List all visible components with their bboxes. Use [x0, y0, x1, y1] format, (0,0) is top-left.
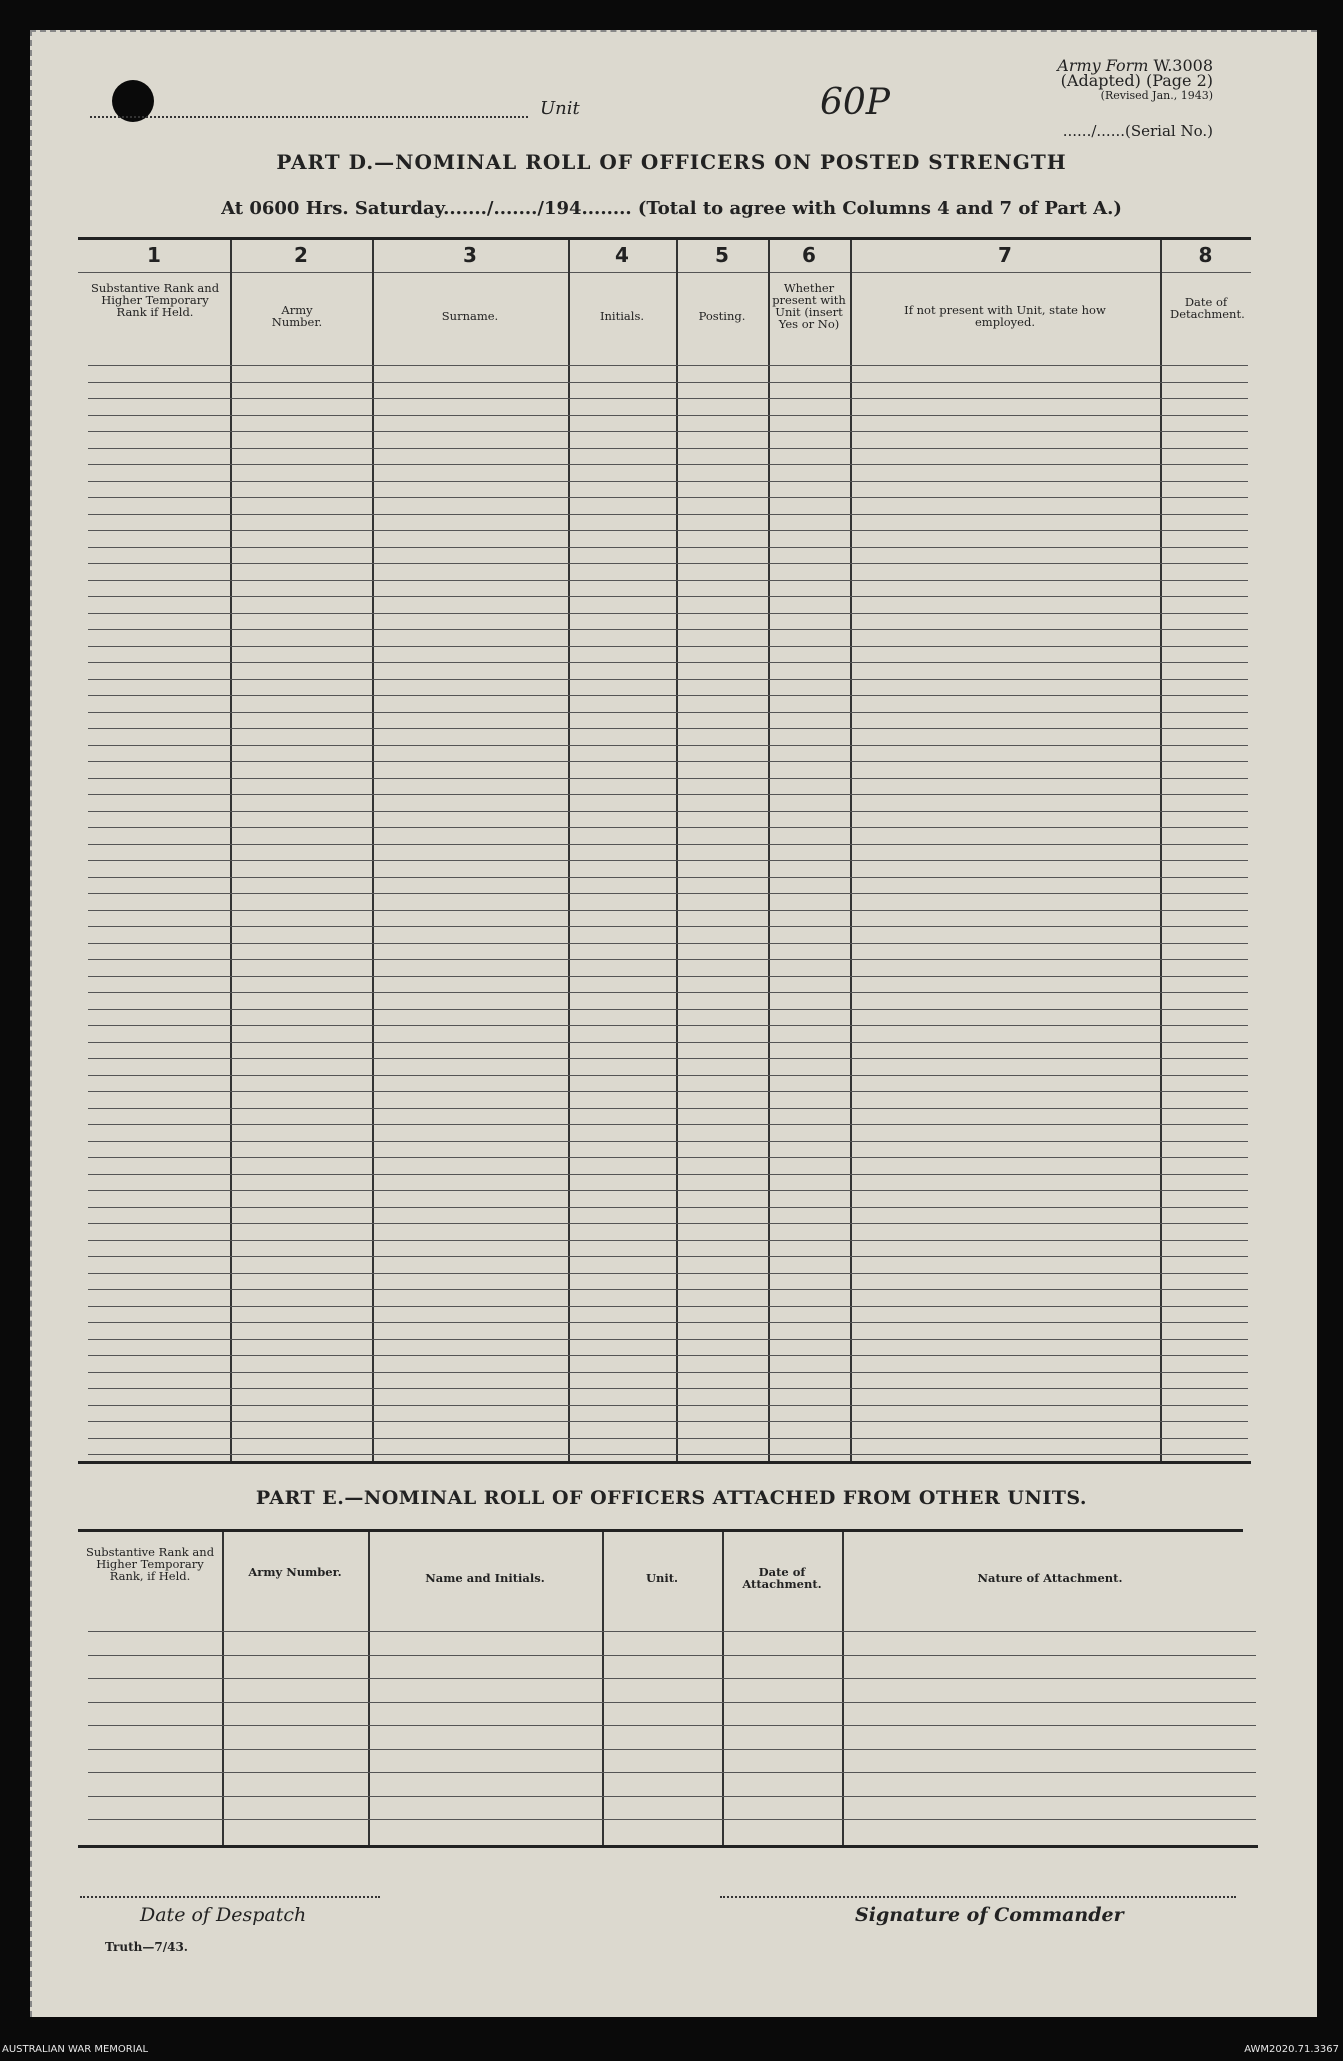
- col-2-header: Army Number.: [271, 303, 323, 329]
- part-d-row-line: [88, 1289, 1248, 1290]
- credit-right: AWM2020.71.3367: [1244, 2044, 1339, 2055]
- part-d-row-line: [88, 712, 1248, 713]
- part-d-row-line: [88, 695, 1248, 696]
- col-5-number: 5: [715, 243, 729, 267]
- part-d-column-divider: [676, 240, 678, 1461]
- part-d-column-divider: [372, 240, 374, 1461]
- part-d-row-line: [88, 1372, 1248, 1373]
- part-e-column-divider: [222, 1532, 224, 1845]
- part-d-column-divider: [768, 240, 770, 1461]
- form-number: W.3008: [1153, 56, 1213, 75]
- part-d-row-line: [88, 943, 1248, 944]
- part-d-row-line: [88, 662, 1248, 663]
- col-1-number: 1: [147, 243, 161, 267]
- part-e-row-line: [88, 1749, 1256, 1750]
- part-d-row-line: [88, 1240, 1248, 1241]
- part-d-row-line: [88, 827, 1248, 828]
- part-d-row-line: [88, 1256, 1248, 1257]
- date-of-despatch-label: Date of Despatch: [140, 1904, 307, 1926]
- part-d-row-line: [88, 1405, 1248, 1406]
- form-name: Army Form: [1057, 56, 1149, 75]
- part-d-row-line: [88, 976, 1248, 977]
- part-d-row-line: [88, 728, 1248, 729]
- form-revised: (Revised Jan., 1943): [1100, 89, 1213, 102]
- part-d-row-line: [88, 1174, 1248, 1175]
- part-d-row-line: [88, 860, 1248, 861]
- part-d-row-line: [88, 481, 1248, 482]
- col-2-number: 2: [294, 243, 308, 267]
- part-d-row-line: [88, 811, 1248, 812]
- serial-number: ....../......(Serial No.): [1062, 122, 1213, 140]
- part-d-subtitle: At 0600 Hrs. Saturday......./......./194........ (Total to agree with Columns 4 and 7 of Part A.): [221, 198, 1122, 219]
- part-d-column-divider: [1160, 240, 1162, 1461]
- printer-mark: Truth—7/43.: [105, 1940, 188, 1954]
- part-e-title: PART E.—NOMINAL ROLL OF OFFICERS ATTACHED FROM OTHER UNITS.: [255, 1487, 1088, 1509]
- part-e-column-divider: [602, 1532, 604, 1845]
- part-d-row-line: [88, 1388, 1248, 1389]
- part-d-row-line: [88, 1141, 1248, 1142]
- part-d-row-line: [88, 1025, 1248, 1026]
- part-d-row-line: [88, 1091, 1248, 1092]
- part-d-row-line: [88, 992, 1248, 993]
- part-e-row-line: [88, 1631, 1256, 1632]
- part-d-row-line: [88, 547, 1248, 548]
- part-d-row-line: [88, 580, 1248, 581]
- col-7-number: 7: [998, 243, 1012, 267]
- part-d-row-line: [88, 910, 1248, 911]
- part-d-row-line: [88, 1454, 1248, 1455]
- part-e-col-4-header: Unit.: [645, 1571, 679, 1585]
- part-d-row-line: [88, 844, 1248, 845]
- part-d-row-line: [88, 530, 1248, 531]
- part-d-row-line: [88, 1157, 1248, 1158]
- part-d-row-line: [88, 1421, 1248, 1422]
- form-identifier: [1057, 58, 1213, 103]
- col-8-header: Date of Detachment.: [1170, 295, 1245, 321]
- part-d-row-line: [88, 877, 1248, 878]
- part-d-row-line: [88, 365, 1248, 366]
- col-number-divider: [78, 272, 1251, 273]
- part-d-row-line: [88, 382, 1248, 383]
- form-adapted: (Adapted) (Page 2): [1060, 71, 1213, 90]
- part-e-row-line: [88, 1772, 1256, 1773]
- col-5-header: Posting.: [698, 309, 746, 323]
- date-line: [80, 1896, 380, 1898]
- credit-left: AUSTRALIAN WAR MEMORIAL: [2, 2044, 149, 2055]
- part-e-col-3-header: Name and Initials.: [425, 1571, 545, 1585]
- part-d-row-line: [88, 1339, 1248, 1340]
- part-d-row-line: [88, 1306, 1248, 1307]
- part-d-row-line: [88, 464, 1248, 465]
- part-d-bottom-rule: [78, 1461, 1251, 1464]
- part-d-row-line: [88, 431, 1248, 432]
- part-d-column-divider: [230, 240, 232, 1461]
- part-d-row-line: [88, 1322, 1248, 1323]
- part-d-row-line: [88, 448, 1248, 449]
- part-d-row-line: [88, 1124, 1248, 1125]
- part-d-row-line: [88, 1273, 1248, 1274]
- part-d-row-line: [88, 1058, 1248, 1059]
- col-8-number: 8: [1198, 243, 1213, 267]
- part-e-column-divider: [722, 1532, 724, 1845]
- part-e-bottom-rule: [78, 1845, 1258, 1848]
- col-4-header: Initials.: [599, 309, 645, 323]
- part-d-row-line: [88, 1108, 1248, 1109]
- part-d-row-line: [88, 794, 1248, 795]
- part-d-row-line: [88, 415, 1248, 416]
- part-d-row-line: [88, 745, 1248, 746]
- signature-line: [720, 1896, 1236, 1898]
- part-d-row-line: [88, 926, 1248, 927]
- part-e-col-1-header: Substantive Rank and Higher Temporary Rank, if Held.: [85, 1545, 215, 1583]
- part-e-row-line: [88, 1819, 1256, 1820]
- col-3-header: Surname.: [441, 309, 499, 323]
- col-7-header: If not present with Unit, state how employed.: [904, 303, 1106, 329]
- part-d-row-line: [88, 778, 1248, 779]
- part-e-col-6-header: Nature of Attachment.: [977, 1571, 1123, 1585]
- col-3-number: 3: [463, 243, 477, 267]
- part-d-row-line: [88, 514, 1248, 515]
- part-d-row-line: [88, 596, 1248, 597]
- part-e-col-5-header: Date of Attachment.: [742, 1565, 822, 1591]
- part-d-row-line: [88, 679, 1248, 680]
- part-e-col-2-header: Army Number.: [248, 1565, 342, 1579]
- part-e-row-line: [88, 1702, 1256, 1703]
- unit-label: Unit: [540, 98, 580, 119]
- part-d-row-line: [88, 398, 1248, 399]
- part-e-top-rule: [78, 1529, 1243, 1532]
- part-e-row-line: [88, 1725, 1256, 1726]
- part-d-row-line: [88, 1042, 1248, 1043]
- part-e-column-divider: [368, 1532, 370, 1845]
- handwritten-mark: 60P: [820, 82, 891, 123]
- part-d-row-line: [88, 1075, 1248, 1076]
- part-d-row-line: [88, 893, 1248, 894]
- part-d-row-line: [88, 1355, 1248, 1356]
- col-1-header: Substantive Rank and Higher Temporary Rank if Held.: [90, 281, 220, 319]
- part-d-row-line: [88, 613, 1248, 614]
- part-d-row-line: [88, 1438, 1248, 1439]
- part-e-row-line: [88, 1796, 1256, 1797]
- part-d-column-divider: [850, 240, 852, 1461]
- part-d-row-line: [88, 1009, 1248, 1010]
- part-d-row-line: [88, 1223, 1248, 1224]
- signature-label: Signature of Commander: [855, 1904, 1124, 1926]
- col-6-header: Whether present with Unit (insert Yes or No): [772, 281, 846, 331]
- part-d-row-line: [88, 959, 1248, 960]
- part-d-row-line: [88, 629, 1248, 630]
- part-d-row-line: [88, 646, 1248, 647]
- col-4-number: 4: [615, 243, 629, 267]
- part-d-row-line: [88, 761, 1248, 762]
- part-e-row-line: [88, 1655, 1256, 1656]
- unit-field-line: [90, 100, 528, 118]
- part-d-row-line: [88, 497, 1248, 498]
- part-d-row-line: [88, 1190, 1248, 1191]
- part-d-column-divider: [568, 240, 570, 1461]
- part-d-top-rule: [78, 237, 1251, 240]
- part-d-row-line: [88, 563, 1248, 564]
- part-e-row-line: [88, 1678, 1256, 1679]
- part-d-row-line: [88, 1207, 1248, 1208]
- col-6-number: 6: [802, 243, 816, 267]
- part-d-title: PART D.—NOMINAL ROLL OF OFFICERS ON POSTED STRENGTH: [276, 150, 1067, 174]
- part-e-column-divider: [842, 1532, 844, 1845]
